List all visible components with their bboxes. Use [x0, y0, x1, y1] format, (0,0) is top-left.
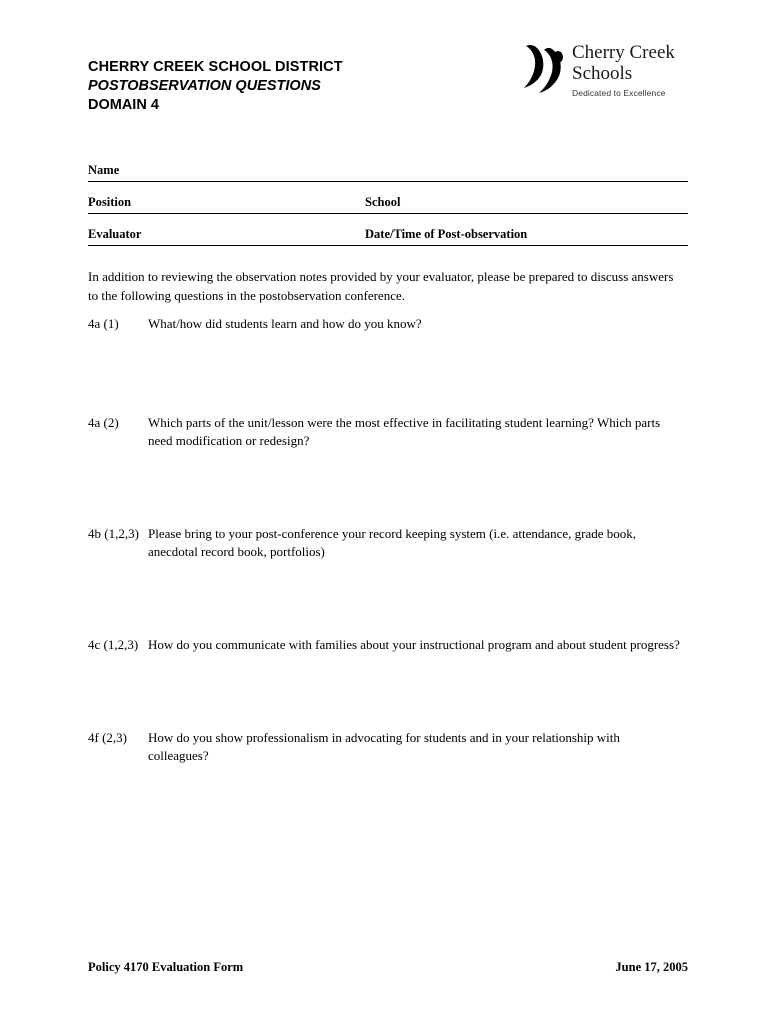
logo-name-line1: Cherry Creek	[572, 42, 675, 63]
field-label-evaluator: Evaluator	[88, 227, 142, 241]
field-row-name	[88, 150, 688, 182]
field-label-date-time: Date/Time of Post-observation	[365, 227, 528, 241]
page-content	[88, 0, 688, 1024]
question-text: Please bring to your post-conference your record keeping system (i.e. attendance, grade book, anecdotal record book, portfolios)	[148, 526, 637, 559]
form-fields	[88, 150, 688, 246]
logo-wordmark	[572, 42, 692, 98]
question-tag: 4b (1,2,3)	[88, 526, 139, 541]
field-label-school: School	[365, 195, 401, 209]
question-text: How do you show professionalism in advocating for students and in your relationship with colleagues?	[148, 730, 620, 763]
document-footer	[88, 960, 688, 978]
field-row-position-school	[88, 182, 688, 214]
question-text: How do you communicate with families about your instructional program and about student progress?	[148, 637, 680, 652]
logo-tagline: Dedicated to Excellence	[572, 88, 666, 98]
title-block	[88, 58, 468, 115]
question-text: What/how did students learn and how do you know?	[148, 316, 422, 331]
question-tag: 4a (1)	[88, 316, 119, 331]
question-text: Which parts of the unit/lesson were the most effective in facilitating student learning? Which parts need modification or redesign?	[148, 415, 661, 448]
form-title: POSTOBSERVATION QUESTIONS	[88, 78, 321, 94]
field-label-name: Name	[88, 163, 120, 177]
district-name: CHERRY CREEK SCHOOL DISTRICT	[88, 59, 343, 75]
intro-paragraph: In addition to reviewing the observation notes provided by your evaluator, please be prepared to discuss answers to the following questions in the postobservation conference.	[88, 269, 674, 303]
logo-name-line2: Schools	[572, 63, 633, 84]
question-tag: 4f (2,3)	[88, 730, 127, 745]
footer-date: June 17, 2005	[615, 960, 688, 974]
question-tag: 4c (1,2,3)	[88, 637, 139, 652]
domain-label: DOMAIN 4	[88, 97, 159, 113]
cherry-creek-logo	[520, 42, 690, 120]
footer-policy-text: Policy 4170 Evaluation Form	[88, 960, 244, 974]
question-tag: 4a (2)	[88, 415, 119, 430]
cherry-logo-icon	[520, 44, 568, 96]
field-row-evaluator-date	[88, 214, 688, 246]
field-label-position: Position	[88, 195, 132, 209]
